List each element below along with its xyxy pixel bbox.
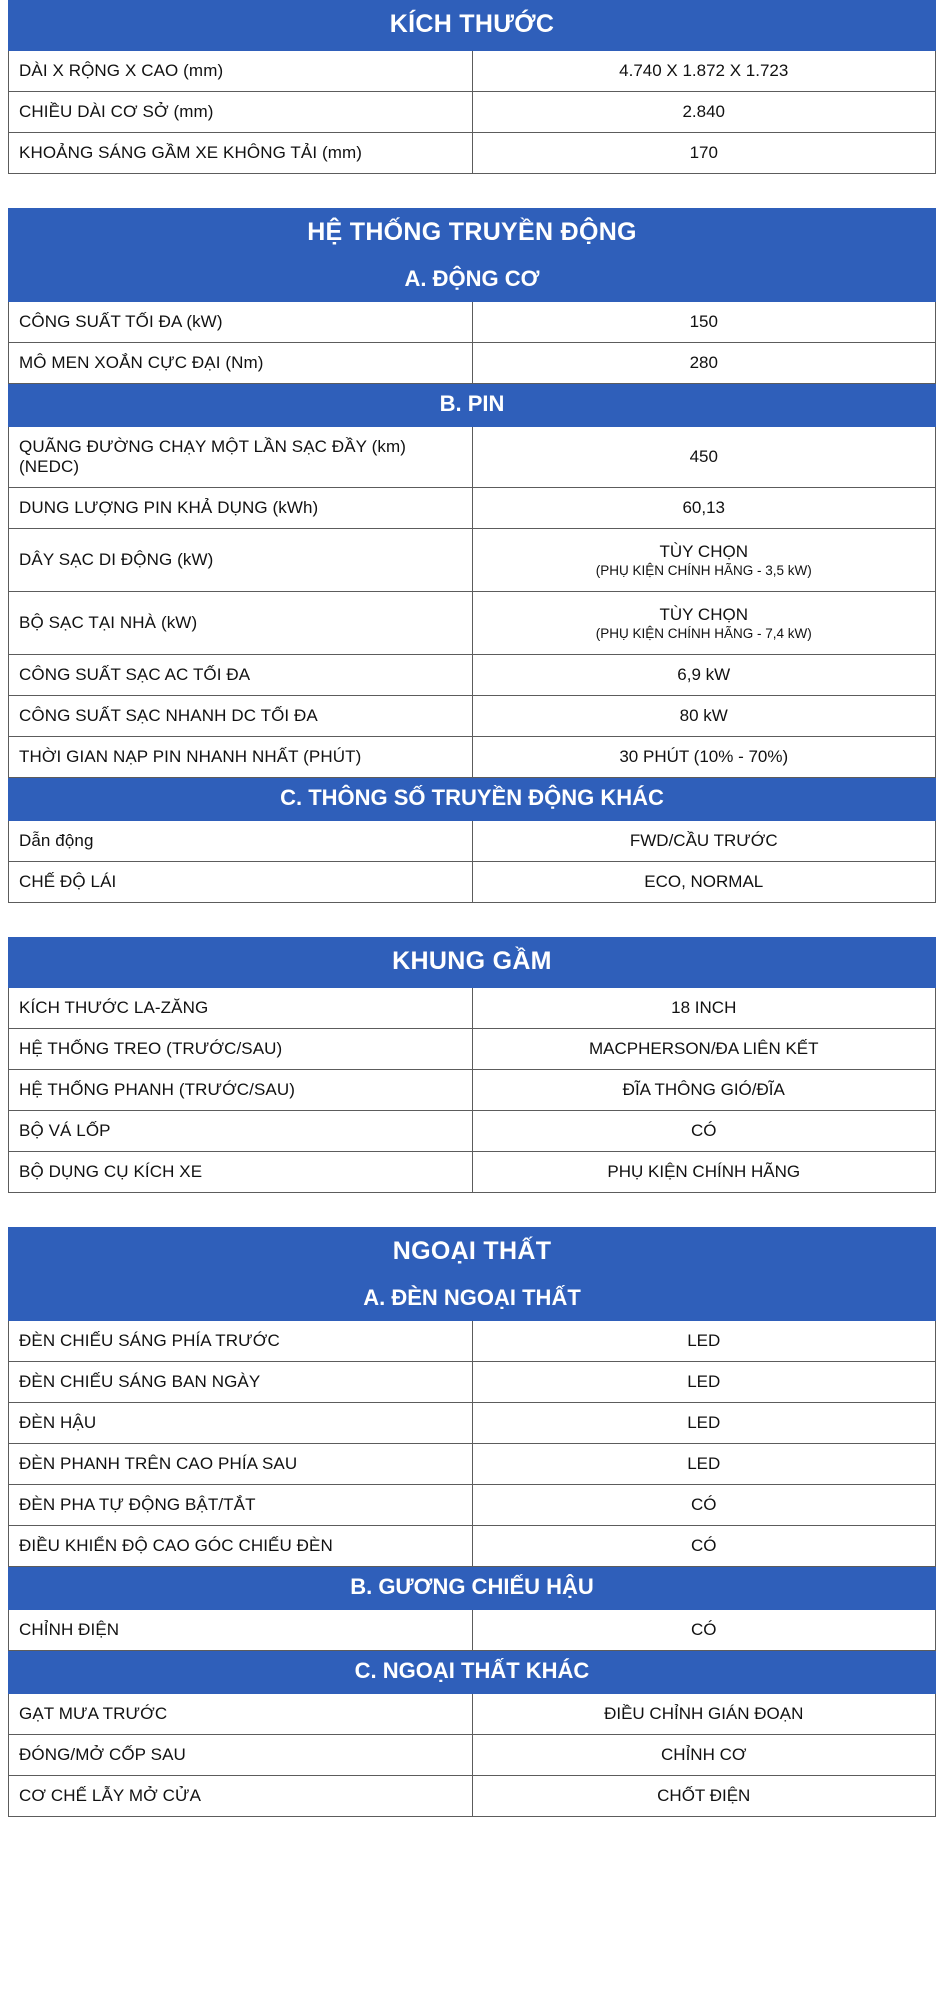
- row-label: CHỈNH ĐIỆN: [9, 1610, 473, 1651]
- row-value: 4.740 X 1.872 X 1.723: [472, 51, 936, 92]
- section-divider: [8, 1193, 936, 1227]
- table-row: [9, 1526, 936, 1567]
- row-value: CÓ: [472, 1526, 936, 1567]
- subsection-header: [9, 259, 936, 302]
- section-divider: [8, 903, 936, 937]
- subsection-header: [9, 1567, 936, 1610]
- subsection-title: B. PIN: [9, 384, 936, 427]
- row-value-note: (PHỤ KIỆN CHÍNH HÃNG - 7,4 kW): [595, 626, 812, 641]
- row-value: CHỐT ĐIỆN: [472, 1776, 936, 1817]
- row-value: 6,9 kW: [472, 655, 936, 696]
- subsection-header: [9, 778, 936, 821]
- row-label: ĐÈN CHIẾU SÁNG PHÍA TRƯỚC: [9, 1321, 473, 1362]
- subsection-header: [9, 1278, 936, 1321]
- table-row: [9, 92, 936, 133]
- section-title: KHUNG GẦM: [9, 938, 936, 988]
- section-title: KÍCH THƯỚC: [9, 1, 936, 51]
- table-row: [9, 1444, 936, 1485]
- row-value: [472, 592, 936, 655]
- subsection-title: A. ĐÈN NGOẠI THẤT: [9, 1278, 936, 1321]
- table-row: [9, 302, 936, 343]
- row-label: CHẾ ĐỘ LÁI: [9, 862, 473, 903]
- row-label: ĐÓNG/MỞ CỐP SAU: [9, 1735, 473, 1776]
- section-he-thong-truyen-dong: [8, 208, 936, 903]
- table-row: [9, 1111, 936, 1152]
- row-value: MACPHERSON/ĐA LIÊN KẾT: [472, 1029, 936, 1070]
- row-label: CÔNG SUẤT SẠC NHANH DC TỐI ĐA: [9, 696, 473, 737]
- table-row: [9, 1735, 936, 1776]
- section-header: [9, 938, 936, 988]
- table-row: [9, 51, 936, 92]
- subsection-title: B. GƯƠNG CHIẾU HẬU: [9, 1567, 936, 1610]
- row-label: ĐÈN PHA TỰ ĐỘNG BẬT/TẮT: [9, 1485, 473, 1526]
- row-value-note: (PHỤ KIỆN CHÍNH HÃNG - 3,5 kW): [595, 563, 812, 578]
- row-label: THỜI GIAN NẠP PIN NHANH NHẤT (PHÚT): [9, 737, 473, 778]
- section-divider: [8, 174, 936, 208]
- subsection-header: [9, 384, 936, 427]
- row-value: LED: [472, 1403, 936, 1444]
- section-ngoai-that: [8, 1227, 936, 1817]
- row-value: [472, 529, 936, 592]
- row-value: CHỈNH CƠ: [472, 1735, 936, 1776]
- table-row: [9, 592, 936, 655]
- table-row: [9, 1610, 936, 1651]
- row-label: CHIỀU DÀI CƠ SỞ (mm): [9, 92, 473, 133]
- row-label: BỘ VÁ LỐP: [9, 1111, 473, 1152]
- subsection-header: [9, 1651, 936, 1694]
- row-value: CÓ: [472, 1111, 936, 1152]
- section-title: HỆ THỐNG TRUYỀN ĐỘNG: [9, 209, 936, 259]
- row-value: 150: [472, 302, 936, 343]
- row-value: 450: [472, 427, 936, 488]
- row-value: LED: [472, 1321, 936, 1362]
- row-label: HỆ THỐNG PHANH (TRƯỚC/SAU): [9, 1070, 473, 1111]
- table-row: [9, 427, 936, 488]
- row-value: 80 kW: [472, 696, 936, 737]
- table-row: [9, 343, 936, 384]
- row-label: GẠT MƯA TRƯỚC: [9, 1694, 473, 1735]
- section-kich-thuoc: [8, 0, 936, 174]
- row-value: ĐĨA THÔNG GIÓ/ĐĨA: [472, 1070, 936, 1111]
- section-khung-gam: [8, 937, 936, 1193]
- table-row: [9, 488, 936, 529]
- row-value: 18 INCH: [472, 988, 936, 1029]
- row-value: LED: [472, 1444, 936, 1485]
- row-label: CƠ CHẾ LẪY MỞ CỬA: [9, 1776, 473, 1817]
- row-label: CÔNG SUẤT SẠC AC TỐI ĐA: [9, 655, 473, 696]
- row-value-main: TÙY CHỌN: [659, 605, 748, 624]
- row-label: HỆ THỐNG TREO (TRƯỚC/SAU): [9, 1029, 473, 1070]
- table-row: [9, 1694, 936, 1735]
- row-label: ĐÈN HẬU: [9, 1403, 473, 1444]
- table-row: [9, 1029, 936, 1070]
- table-row: [9, 529, 936, 592]
- table-row: [9, 1152, 936, 1193]
- row-label: DÂY SẠC DI ĐỘNG (kW): [9, 529, 473, 592]
- table-row: [9, 862, 936, 903]
- row-label: Dẫn động: [9, 821, 473, 862]
- row-label: MÔ MEN XOẮN CỰC ĐẠI (Nm): [9, 343, 473, 384]
- row-value: CÓ: [472, 1610, 936, 1651]
- row-label: ĐIỀU KHIỂN ĐỘ CAO GÓC CHIẾU ĐÈN: [9, 1526, 473, 1567]
- row-value: ĐIỀU CHỈNH GIÁN ĐOẠN: [472, 1694, 936, 1735]
- table-row: [9, 988, 936, 1029]
- table-row: [9, 696, 936, 737]
- table-row: [9, 655, 936, 696]
- row-value: 2.840: [472, 92, 936, 133]
- row-value: ECO, NORMAL: [472, 862, 936, 903]
- row-label: KHOẢNG SÁNG GẦM XE KHÔNG TẢI (mm): [9, 133, 473, 174]
- row-label: BỘ SẠC TẠI NHÀ (kW): [9, 592, 473, 655]
- section-header: [9, 209, 936, 259]
- row-value: 280: [472, 343, 936, 384]
- row-value: 30 PHÚT (10% - 70%): [472, 737, 936, 778]
- table-row: [9, 1362, 936, 1403]
- row-value-main: TÙY CHỌN: [659, 542, 748, 561]
- row-label: ĐÈN CHIẾU SÁNG BAN NGÀY: [9, 1362, 473, 1403]
- section-title: NGOẠI THẤT: [9, 1228, 936, 1278]
- table-row: [9, 737, 936, 778]
- row-value: PHỤ KIỆN CHÍNH HÃNG: [472, 1152, 936, 1193]
- subsection-title: C. NGOẠI THẤT KHÁC: [9, 1651, 936, 1694]
- row-value: CÓ: [472, 1485, 936, 1526]
- section-header: [9, 1, 936, 51]
- table-row: [9, 1485, 936, 1526]
- row-value: LED: [472, 1362, 936, 1403]
- table-row: [9, 1403, 936, 1444]
- subsection-title: A. ĐỘNG CƠ: [9, 259, 936, 302]
- table-row: [9, 1070, 936, 1111]
- row-value: 170: [472, 133, 936, 174]
- table-row: [9, 133, 936, 174]
- row-value: FWD/CẦU TRƯỚC: [472, 821, 936, 862]
- row-label: KÍCH THƯỚC LA-ZĂNG: [9, 988, 473, 1029]
- row-label: ĐÈN PHANH TRÊN CAO PHÍA SAU: [9, 1444, 473, 1485]
- table-row: [9, 1321, 936, 1362]
- row-label: DUNG LƯỢNG PIN KHẢ DỤNG (kWh): [9, 488, 473, 529]
- section-header: [9, 1228, 936, 1278]
- row-label: DÀI X RỘNG X CAO (mm): [9, 51, 473, 92]
- row-label: QUÃNG ĐƯỜNG CHẠY MỘT LẦN SẠC ĐẦY (km) (NEDC): [9, 427, 473, 488]
- subsection-title: C. THÔNG SỐ TRUYỀN ĐỘNG KHÁC: [9, 778, 936, 821]
- table-row: [9, 1776, 936, 1817]
- row-label: CÔNG SUẤT TỐI ĐA (kW): [9, 302, 473, 343]
- row-value: 60,13: [472, 488, 936, 529]
- row-label: BỘ DỤNG CỤ KÍCH XE: [9, 1152, 473, 1193]
- table-row: [9, 821, 936, 862]
